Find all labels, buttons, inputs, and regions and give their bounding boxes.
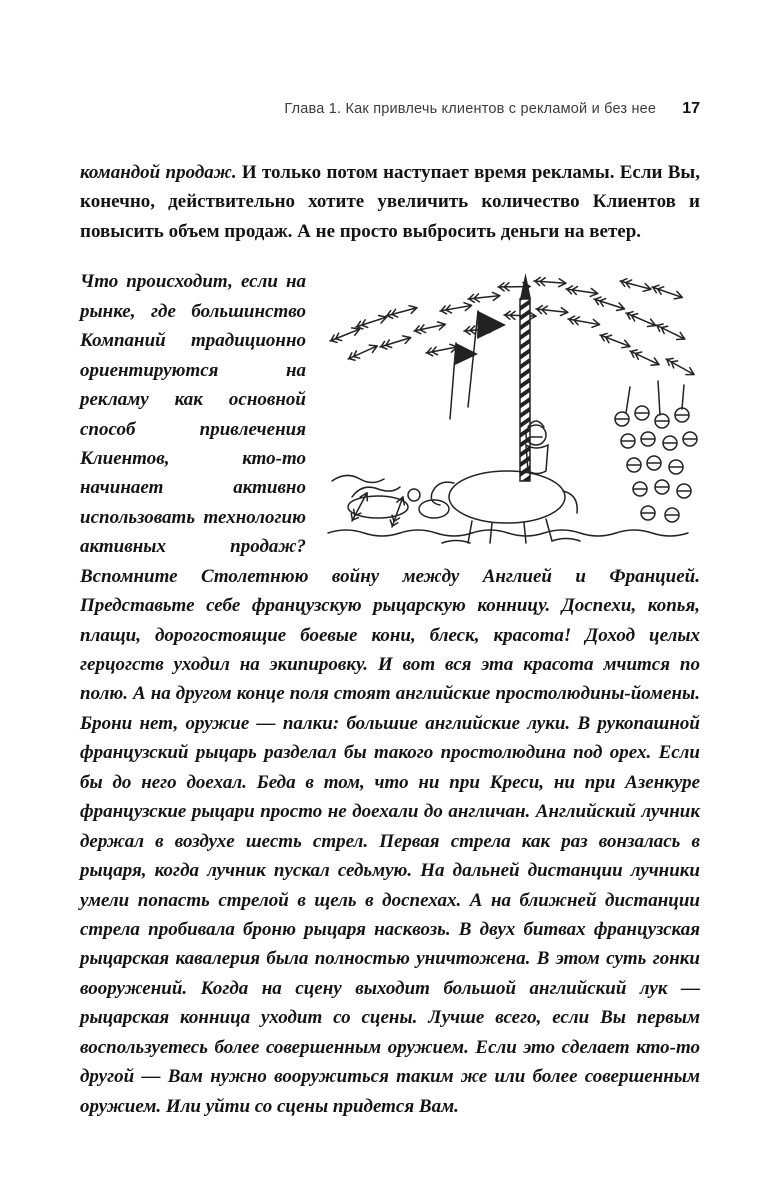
page-header	[80, 100, 700, 118]
paragraph-1-lead: командой продаж.	[80, 162, 237, 183]
paragraph-1-rest: И только потом наступает время рекламы. Если Вы, конечно, действительно хотите увеличить количество Клиентов и повысить объем продаж. А не просто выбросить деньги на ветер.	[80, 162, 700, 242]
paragraph-1	[80, 158, 700, 246]
paragraph-2-text: Что происходит, если на рынке, где большинство Компаний традиционно ориентируются на рекламу как основной способ привлечения Клиентов, кто-то начинает активно использовать технологию активных продаж? Вспомните Столетнюю войну между Англией и Францией. Представьте себе французскую рыцарскую конницу. Доспехи, копья, плащи, дорогостоящие боевые кони, блеск, красота! Доход целых герцогств уходил на экипировку. И вот вся эта красота мчится по полю. А на другом конце поля стоят английские простолюдины-йомены. Брони нет, оружие — палки: большие английские луки. В рукопашной французский рыцарь разделал бы такого простолюдина под орех. Если бы до него доехал. Беда в том, что ни при Креси, ни при Азенкуре французские рыцари просто не доехали до англичан. Английский лучник держал в воздухе шесть стрел. Первая стрела как раз вонзалась в рыцаря, когда лучник пускал седьмую. На дальней дистанции лучники умели попасть стрелой в щель в доспехах. А на ближней дистанции стрела пробивала броню рыцаря насквозь. В двух битвах французская рыцарская кавалерия была полностью уничтожена. В этом суть гонки вооружений. Когда на сцену выходит большой английский лук — рыцарская конница уходит со сцены. Лучше всего, если Вы первым воспользуетесь более совершенным оружием. Если это сделает кто-то другой — Вам нужно вооружиться таким же или более совершенным оружием. Или уйти со сцены придется Вам.	[80, 271, 700, 1117]
paragraph-2	[80, 267, 700, 1121]
page-number: 17	[682, 100, 700, 117]
battle-illustration-svg	[322, 269, 700, 545]
battle-cartoon-illustration	[322, 269, 700, 545]
chapter-title: Глава 1. Как привлечь клиентов с рекламой и без нее	[284, 101, 657, 117]
body-text	[80, 158, 700, 1121]
